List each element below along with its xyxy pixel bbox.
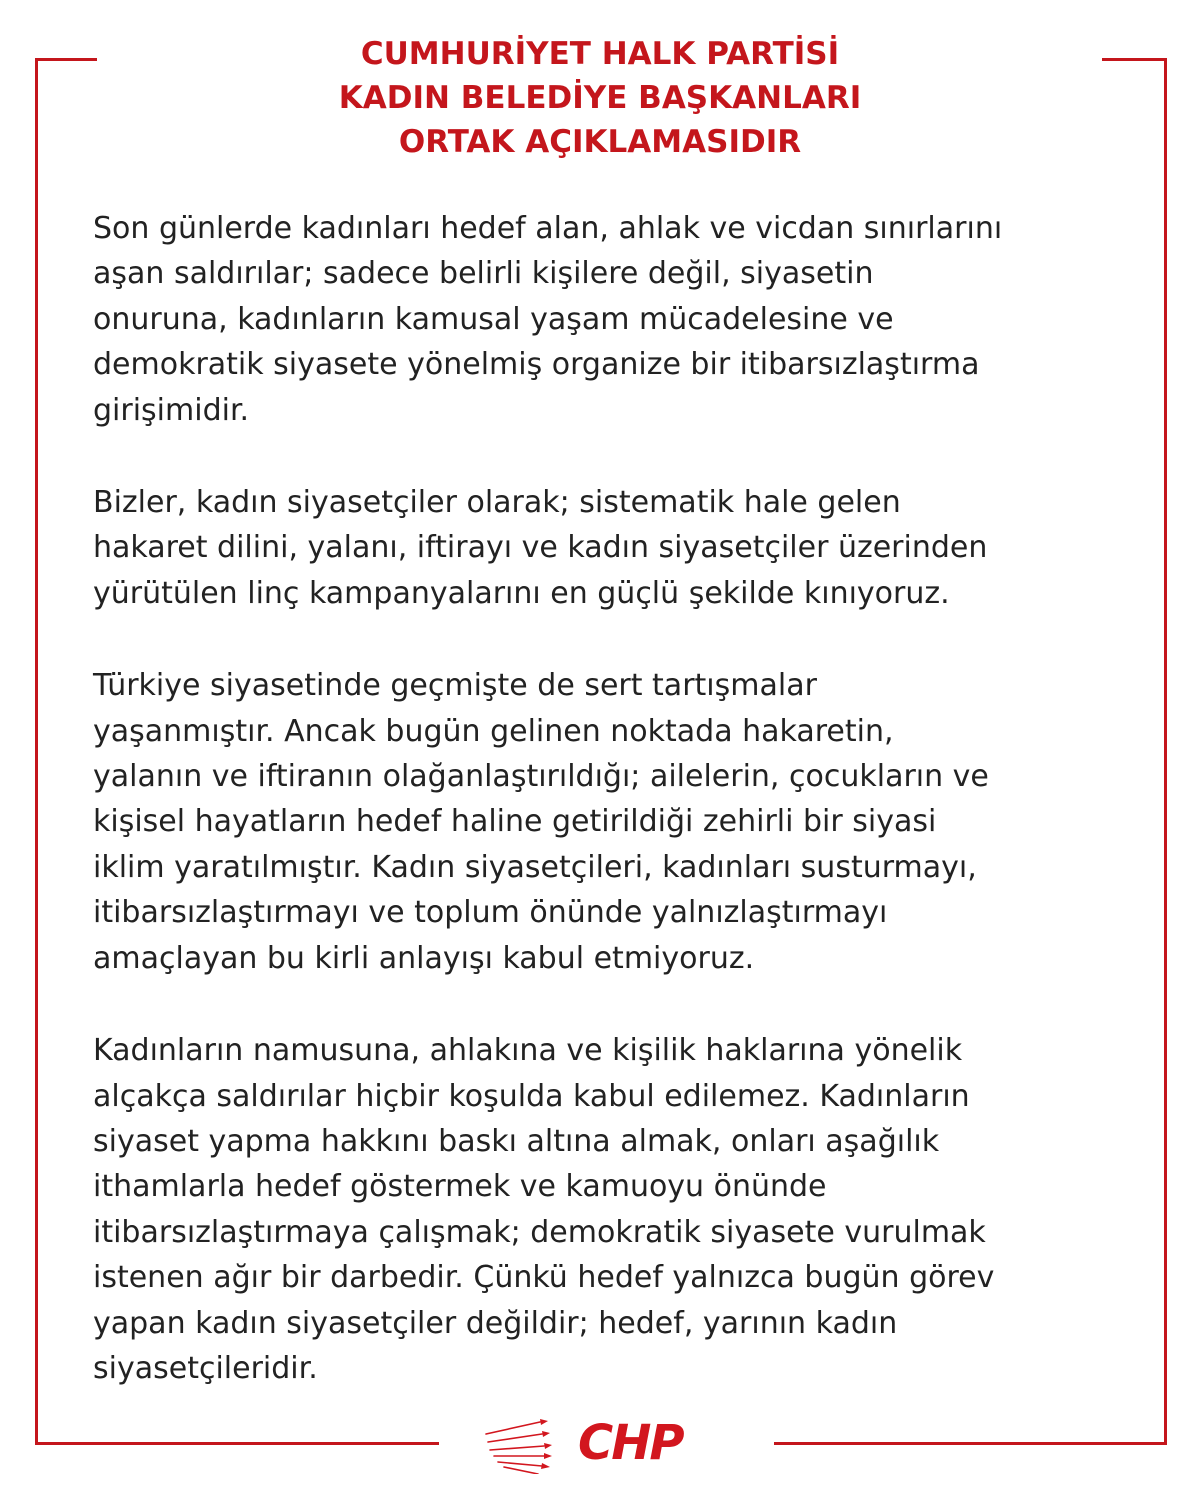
frame-left-line [35, 58, 38, 1445]
logo-text: CHP [578, 1415, 683, 1471]
frame-top-left-line [35, 58, 97, 61]
chp-logo [478, 1412, 728, 1474]
six-arrows-icon [478, 1412, 568, 1474]
frame-bottom-left-line [35, 1442, 439, 1445]
text-line: istenen ağır bir darbedir. Çünkü hedef yalnızca bugün görev [93, 1260, 995, 1296]
text-line: demokratik siyasete yönelmiş organize bir itibarsızlaştırma [93, 347, 980, 383]
text-line: ithamlarla hedef göstermek ve kamuoyu önünde [93, 1169, 827, 1205]
statement-title [120, 32, 1080, 164]
statement-body [93, 206, 1133, 1438]
paragraph [93, 480, 1133, 616]
text-line: itibarsızlaştırmaya çalışmak; demokratik siyasete vurulmak [93, 1214, 986, 1250]
frame-bottom-right-line [774, 1442, 1167, 1445]
text-line: alçakça saldırılar hiçbir koşulda kabul edilemez. Kadınların [93, 1078, 970, 1114]
frame-top-right-line [1102, 58, 1167, 61]
text-line: Bizler, kadın siyasetçiler olarak; sistematik hale gelen [93, 485, 901, 521]
text-line: siyaset yapma hakkını baskı altına almak, onları aşağılık [93, 1123, 940, 1159]
text-line: Son günlerde kadınları hedef alan, ahlak ve vicdan sınırlarını [93, 211, 1003, 246]
text-line: yapan kadın siyasetçiler değildir; hedef, yarının kadın [93, 1305, 898, 1341]
text-line: amaçlayan bu kirli anlayışı kabul etmiyoruz. [93, 940, 755, 976]
title-line: KADIN BELEDİYE BAŞKANLARI [338, 80, 862, 116]
text-line: hakaret dilini, yalanı, iftirayı ve kadın siyasetçiler üzerinden [93, 530, 988, 566]
text-line: itibarsızlaştırmayı ve toplum önünde yalnızlaştırmayı [93, 895, 888, 931]
text-line: yaşanmıştır. Ancak bugün gelinen noktada hakaretin, [93, 713, 894, 749]
text-line: siyasetçileridir. [93, 1350, 318, 1386]
paragraph [93, 206, 1133, 433]
text-line: yürütülen linç kampanyalarını en güçlü şekilde kınıyoruz. [93, 575, 950, 611]
text-line: onuruna, kadınların kamusal yaşam mücadelesine ve [93, 301, 894, 337]
text-line: yalanın ve iftiranın olağanlaştırıldığı; ailelerin, çocukların ve [93, 759, 989, 795]
title-line: ORTAK AÇIKLAMASIDIR [398, 124, 802, 160]
paragraph [93, 663, 1133, 981]
text-line: aşan saldırılar; sadece belirli kişilere değil, siyasetin [93, 256, 874, 292]
text-line: girişimidir. [93, 392, 250, 428]
text-line: Kadınların namusuna, ahlakına ve kişilik haklarına yönelik [93, 1033, 963, 1069]
text-line: kişisel hayatların hedef haline getirildiği zehirli bir siyasi [93, 804, 937, 840]
text-line: Türkiye siyasetinde geçmişte de sert tartışmalar [93, 668, 817, 704]
text-line: iklim yaratılmıştır. Kadın siyasetçileri, kadınları susturmayı, [93, 849, 977, 885]
paragraph [93, 1028, 1133, 1391]
frame-right-line [1164, 58, 1167, 1445]
title-line: CUMHURİYET HALK PARTİSİ [360, 36, 840, 72]
